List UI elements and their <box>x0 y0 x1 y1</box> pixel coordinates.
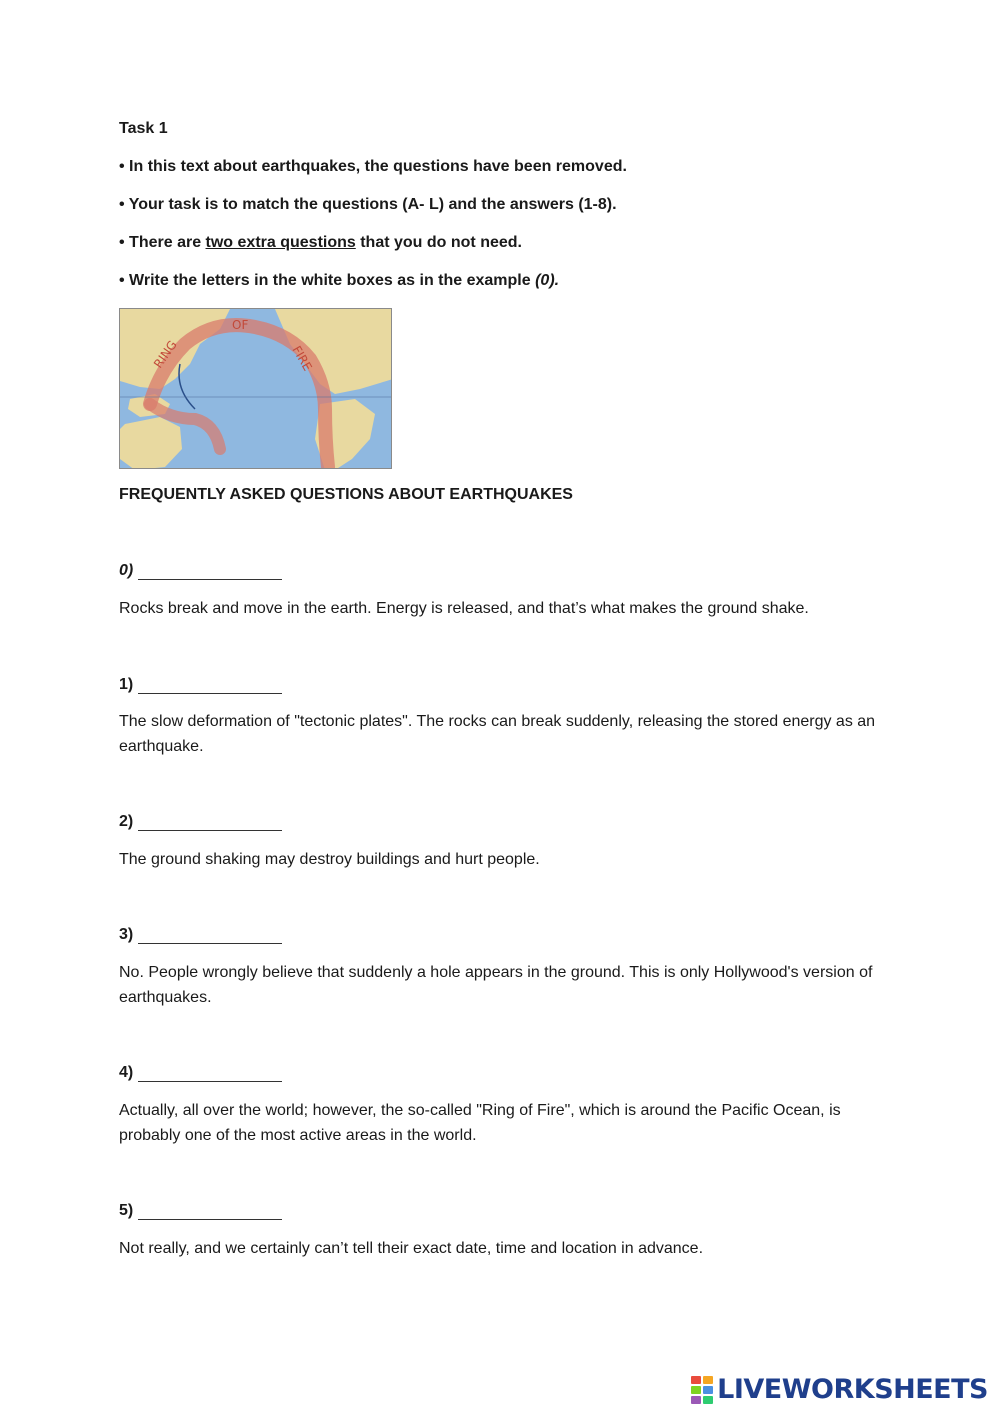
answer-0: Rocks break and move in the earth. Energy is released, and that’s what makes the ground shake. <box>119 600 809 617</box>
example-ref: (0). <box>535 272 560 289</box>
ring-of-fire-map <box>119 308 392 469</box>
instruction-2: • Your task is to match the questions (A- L) and the answers (1-8). <box>119 196 617 213</box>
ring-label-2: OF <box>232 318 249 332</box>
answer-4: Actually, all over the world; however, the so-called "Ring of Fire", which is around the Pacific Ocean, is probably one of the most active areas in the world. <box>119 1102 841 1144</box>
answer-2: The ground shaking may destroy buildings and hurt people. <box>119 851 540 868</box>
answer-1: The slow deformation of "tectonic plates". The rocks can break suddenly, releasing the stored energy as an earthquake. <box>119 713 876 755</box>
logo-text: LIVEWORKSHEETS <box>717 1374 988 1405</box>
instruction-1: • In this text about earthquakes, the questions have been removed. <box>119 158 627 175</box>
answer-line-3 <box>138 929 282 944</box>
instruction-3: • There are two extra questions that you do not need. <box>119 234 522 251</box>
underlined-phrase: two extra questions <box>205 234 356 251</box>
liveworksheets-logo[interactable] <box>691 1374 988 1405</box>
question-0-label: 0) <box>119 562 282 580</box>
ring-label-3: FIRE <box>289 343 315 374</box>
answer-line-1 <box>138 679 282 694</box>
ring-of-fire-map-image <box>120 309 392 469</box>
question-3-label: 3) <box>119 926 282 944</box>
question-5-label: 5) <box>119 1202 282 1220</box>
task-title: Task 1 <box>119 120 168 137</box>
answer-5: Not really, and we certainly can’t tell their exact date, time and location in advance. <box>119 1240 704 1257</box>
instruction-4: • Write the letters in the white boxes as in the example (0). <box>119 272 560 289</box>
answer-line-4 <box>138 1067 282 1082</box>
answer-3: No. People wrongly believe that suddenly a hole appears in the ground. This is only Hollywood's version of earthquakes. <box>119 964 873 1006</box>
question-1-label: 1) <box>119 676 282 694</box>
question-2-label: 2) <box>119 813 282 831</box>
answer-line-2 <box>138 816 282 831</box>
question-4-label: 4) <box>119 1064 282 1082</box>
ring-label-1: RING <box>150 337 180 371</box>
logo-mark-icon <box>691 1376 713 1404</box>
answer-line-5 <box>138 1205 282 1220</box>
answer-line-0 <box>138 565 282 580</box>
section-title: FREQUENTLY ASKED QUESTIONS ABOUT EARTHQUAKES <box>119 486 573 503</box>
